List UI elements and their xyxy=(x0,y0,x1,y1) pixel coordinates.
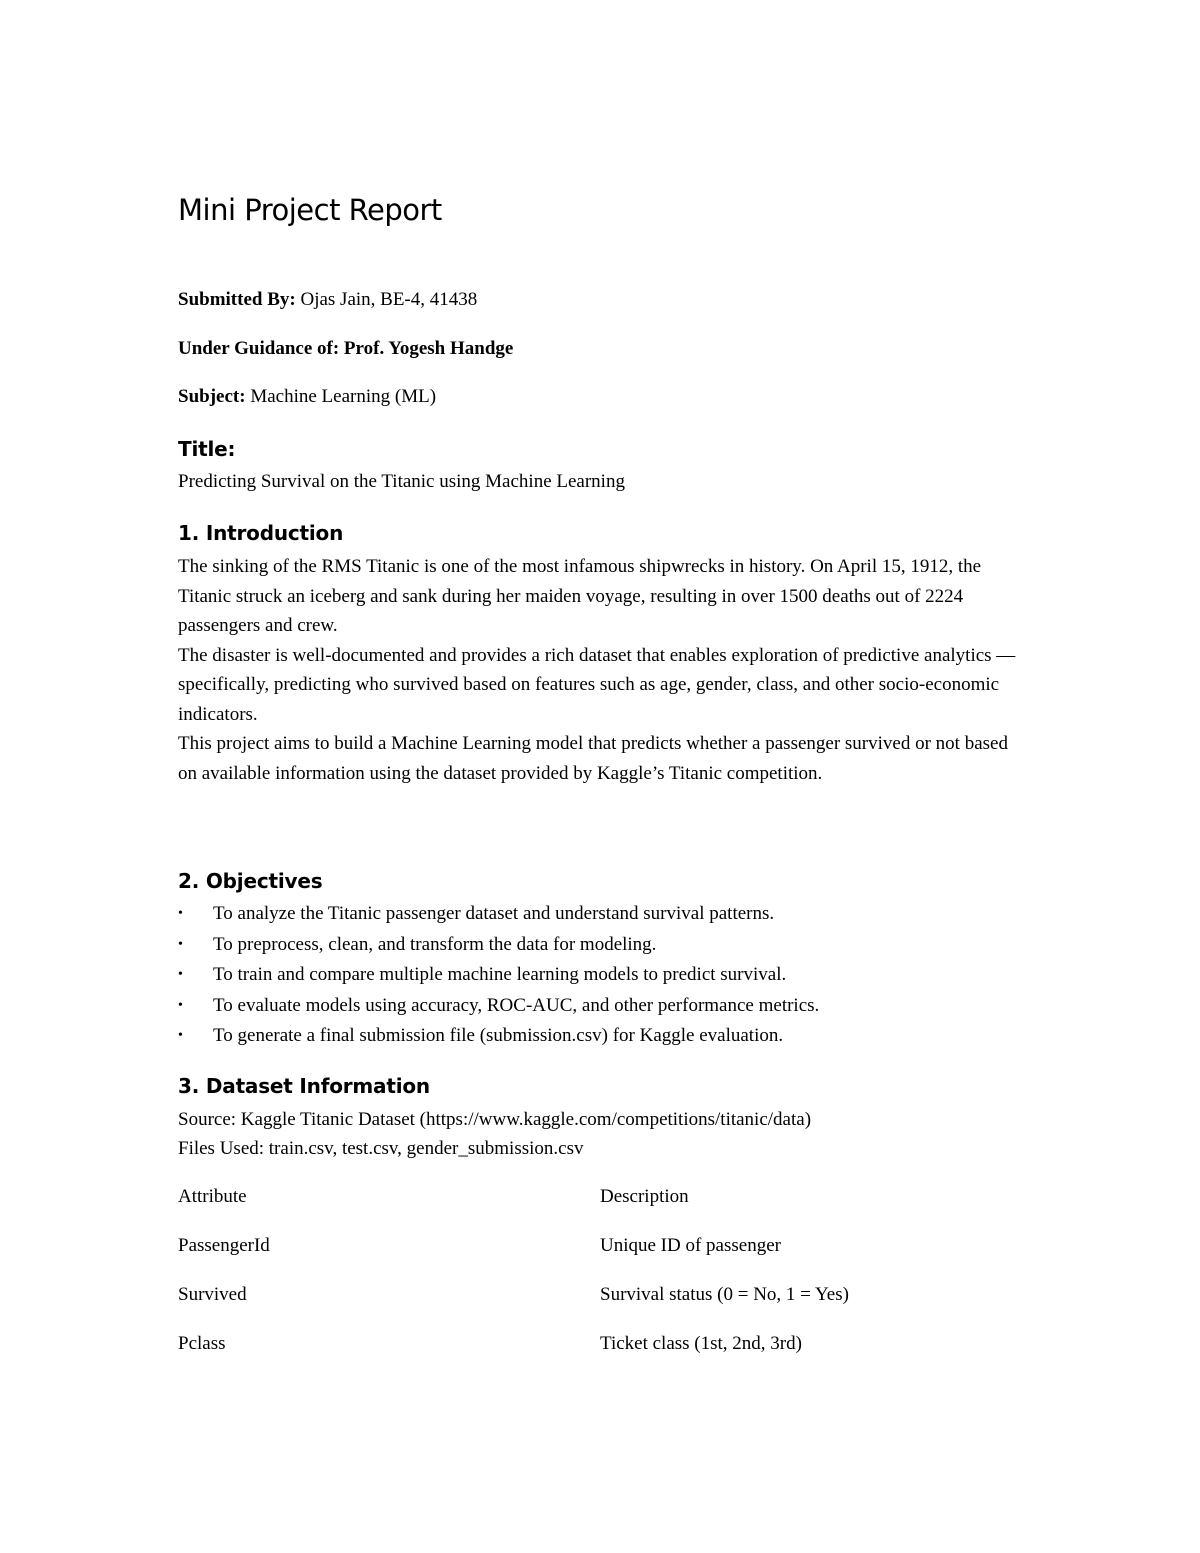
introduction-paragraph: The disaster is well-documented and provides a rich dataset that enables exploration of predictive analytics — specifically, predicting who survived based on features such as age, gender, class, and other socio-economic indicators. xyxy=(178,644,1016,725)
table-cell-description: Unique ID of passenger xyxy=(600,1235,781,1256)
subject-line xyxy=(178,382,436,412)
guidance-line xyxy=(178,334,513,364)
dataset-heading: 3. Dataset Information xyxy=(178,1074,430,1098)
dataset-files: Files Used: train.csv, test.csv, gender_submission.csv xyxy=(178,1138,584,1159)
project-title-text: Predicting Survival on the Titanic using Machine Learning xyxy=(178,471,625,492)
objective-text: To preprocess, clean, and transform the data for modeling. xyxy=(213,933,657,955)
dataset-source: Source: Kaggle Titanic Dataset (https://www.kaggle.com/competitions/titanic/data) xyxy=(178,1109,812,1130)
bullet-icon: • xyxy=(178,936,183,952)
table-cell-description: Survival status (0 = No, 1 = Yes) xyxy=(600,1284,849,1305)
objectives-list xyxy=(178,899,819,1052)
bullet-icon: • xyxy=(178,997,183,1013)
attribute-table xyxy=(178,1182,1028,1378)
introduction-paragraph: The sinking of the RMS Titanic is one of the most infamous shipwrecks in history. On April 15, 1912, the Titanic struck an iceberg and sank during her maiden voyage, resulting in over 1500 deaths out of 2224 passengers and crew. xyxy=(178,556,982,636)
guidance-label: Under Guidance of: xyxy=(178,338,340,359)
table-cell-attribute: PassengerId xyxy=(178,1235,270,1256)
title-heading: Title: xyxy=(178,437,236,461)
list-item xyxy=(178,930,819,961)
introduction-body xyxy=(178,552,1028,788)
list-item xyxy=(178,1021,819,1052)
submitted-by-value: Ojas Jain, BE-4, 41438 xyxy=(300,289,478,310)
bullet-icon: • xyxy=(178,1028,183,1043)
objective-text: To train and compare multiple machine learning models to predict survival. xyxy=(213,964,787,985)
objectives-heading: 2. Objectives xyxy=(178,869,323,893)
report-title: Mini Project Report xyxy=(178,193,442,227)
subject-value: Machine Learning (ML) xyxy=(250,386,437,407)
table-cell-attribute: Pclass xyxy=(178,1333,226,1354)
subject-label: Subject: xyxy=(178,386,246,407)
table-row xyxy=(178,1280,1028,1329)
introduction-paragraph: This project aims to build a Machine Learning model that predicts whether a passenger survived or not based on available information using the dataset provided by Kaggle’s Titanic competition. xyxy=(178,733,1008,784)
objective-text: To analyze the Titanic passenger dataset and understand survival patterns. xyxy=(213,903,775,924)
guidance-value: Prof. Yogesh Handge xyxy=(343,338,514,359)
bullet-icon: • xyxy=(178,967,183,982)
submitted-by-label: Submitted By: xyxy=(178,289,296,310)
table-row xyxy=(178,1329,1028,1378)
table-row xyxy=(178,1231,1028,1280)
objective-text: To evaluate models using accuracy, ROC-AUC, and other performance metrics. xyxy=(213,994,820,1016)
table-header-attribute: Attribute xyxy=(178,1186,247,1207)
introduction-heading: 1. Introduction xyxy=(178,521,344,545)
table-header-row xyxy=(178,1182,1028,1231)
list-item xyxy=(178,991,819,1022)
list-item xyxy=(178,899,819,930)
bullet-icon: • xyxy=(178,906,183,921)
table-cell-description: Ticket class (1st, 2nd, 3rd) xyxy=(600,1333,802,1354)
table-header-description: Description xyxy=(600,1186,689,1207)
table-cell-attribute: Survived xyxy=(178,1284,247,1305)
submitted-by-line xyxy=(178,285,477,315)
list-item xyxy=(178,960,819,991)
objective-text: To generate a final submission file (submission.csv) for Kaggle evaluation. xyxy=(213,1025,784,1046)
